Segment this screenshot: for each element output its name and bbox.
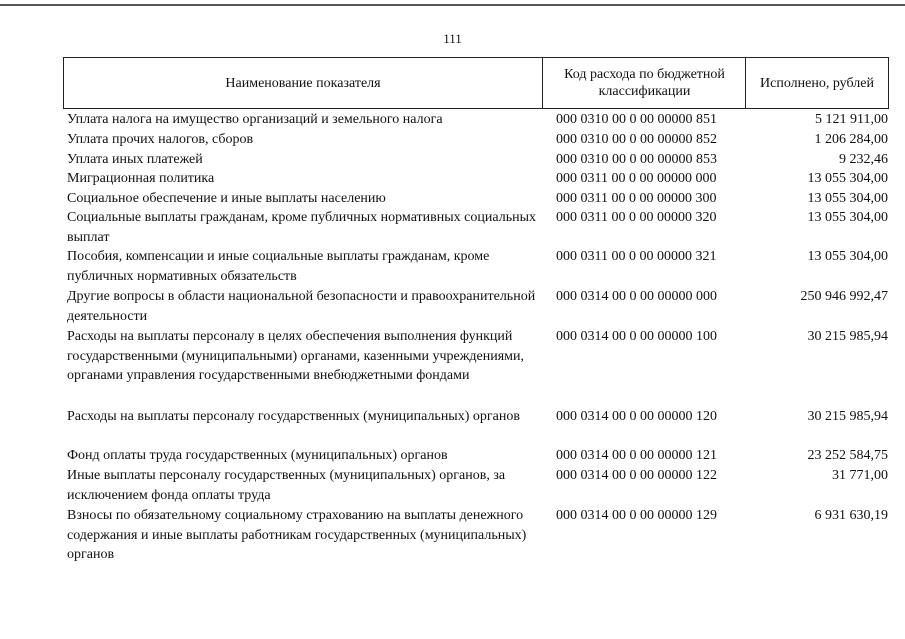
page-number: 111 <box>443 31 462 46</box>
header-code-column: Код расхода по бюджетной классификации <box>542 58 746 108</box>
row-amount: 1 206 284,00 <box>814 132 888 147</box>
row-amount: 30 215 985,94 <box>807 329 888 344</box>
row-code: 000 0310 00 0 00 00000 852 <box>556 132 717 147</box>
row-name: Пособия, компенсации и иные социальные выплаты гражданам, кроме публичных нормативных обязательств <box>67 249 490 284</box>
row-amount: 13 055 304,00 <box>807 171 888 186</box>
row-name: Миграционная политика <box>67 171 215 186</box>
row-code: 000 0314 00 0 00 00000 100 <box>556 329 717 344</box>
row-amount: 9 232,46 <box>839 152 888 167</box>
row-code: 000 0311 00 0 00 00000 300 <box>556 191 717 206</box>
row-name: Уплата иных платежей <box>67 152 203 167</box>
row-code: 000 0314 00 0 00 00000 120 <box>556 409 717 424</box>
row-code: 000 0311 00 0 00 00000 000 <box>556 171 717 186</box>
header-executed-column: Исполнено, рублей <box>745 58 888 108</box>
row-amount: 13 055 304,00 <box>807 210 888 225</box>
row-amount: 31 771,00 <box>832 468 888 483</box>
row-amount: 6 931 630,19 <box>814 508 888 523</box>
header-name-column: Наименование показателя <box>225 75 381 91</box>
row-amount: 250 946 992,47 <box>800 289 888 304</box>
row-amount: 23 252 584,75 <box>807 448 888 463</box>
row-code: 000 0311 00 0 00 00000 320 <box>556 210 717 225</box>
row-code: 000 0314 00 0 00 00000 121 <box>556 448 717 463</box>
row-code: 000 0310 00 0 00 00000 853 <box>556 152 717 167</box>
row-name: Взносы по обязательному социальному страхованию на выплаты денежного содержания и иные выплаты работникам государственных (муниципальных) органов <box>67 508 527 562</box>
row-amount: 13 055 304,00 <box>807 191 888 206</box>
row-amount: 13 055 304,00 <box>807 249 888 264</box>
row-name: Социальные выплаты гражданам, кроме публичных нормативных социальных выплат <box>67 210 536 245</box>
row-code: 000 0314 00 0 00 00000 122 <box>556 468 717 483</box>
row-name: Фонд оплаты труда государственных (муниципальных) органов <box>67 448 448 463</box>
row-name: Социальное обеспечение и иные выплаты населению <box>67 191 386 206</box>
row-name: Иные выплаты персоналу государственных (муниципальных) органов, за исключением фонда оплаты труда <box>67 468 506 503</box>
row-code: 000 0314 00 0 00 00000 000 <box>556 289 717 304</box>
row-amount: 30 215 985,94 <box>807 409 888 424</box>
row-name: Уплата прочих налогов, сборов <box>67 132 254 147</box>
row-code: 000 0311 00 0 00 00000 321 <box>556 249 717 264</box>
row-name: Другие вопросы в области национальной безопасности и правоохранительной деятельности <box>67 289 536 324</box>
row-name: Расходы на выплаты персоналу в целях обеспечения выполнения функций государственными (муниципальными) органами, казенными учреждениями, органами управления государственными внебюджетными фондами <box>67 329 524 383</box>
row-amount: 5 121 911,00 <box>815 112 888 127</box>
row-code: 000 0310 00 0 00 00000 851 <box>556 112 717 127</box>
row-name: Расходы на выплаты персоналу государственных (муниципальных) органов <box>67 409 520 424</box>
row-name: Уплата налога на имущество организаций и земельного налога <box>67 112 443 127</box>
row-code: 000 0314 00 0 00 00000 129 <box>556 508 717 523</box>
